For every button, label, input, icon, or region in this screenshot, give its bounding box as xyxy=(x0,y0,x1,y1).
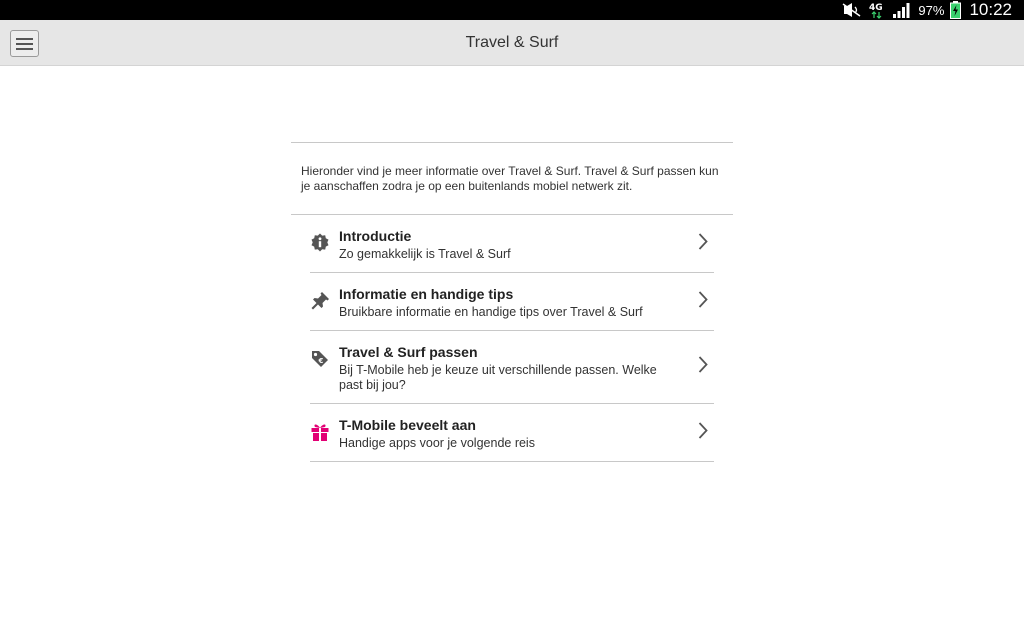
menu-item-title: Informatie en handige tips xyxy=(339,286,514,302)
status-bar xyxy=(0,0,1024,20)
main-content xyxy=(291,142,733,462)
app-bar xyxy=(0,20,1024,66)
svg-text:€: € xyxy=(318,357,324,365)
menu-item-title: T-Mobile beveelt aan xyxy=(339,417,476,433)
chevron-right-icon xyxy=(698,421,708,444)
intro-text: Hieronder vind je meer informatie over Travel & Surf. Travel & Surf passen kun je aanschaffen zodra je op een buitenlands mobiel netwerk zit. xyxy=(301,164,719,193)
menu-item-text xyxy=(339,228,714,262)
menu-item-subtitle: Bij T-Mobile heb je keuze uit verschillende passen. Welke past bij jou? xyxy=(339,363,657,392)
menu-item-subtitle: Bruikbare informatie en handige tips over Travel & Surf xyxy=(339,305,643,319)
info-badge-icon xyxy=(310,228,339,258)
menu-item-title: Introductie xyxy=(339,228,412,244)
page-title: Travel & Surf xyxy=(465,34,559,51)
chevron-right-icon xyxy=(698,290,708,313)
battery-charging-icon xyxy=(950,1,961,19)
network-type-label: 4G xyxy=(869,3,884,13)
menu-item-introductie[interactable] xyxy=(310,215,714,273)
menu-item-informatie-tips[interactable] xyxy=(310,273,714,331)
clock: 10:22 xyxy=(969,0,1012,19)
menu-item-subtitle: Zo gemakkelijk is Travel & Surf xyxy=(339,247,511,261)
tag-icon xyxy=(310,344,339,374)
battery-percentage: 97% xyxy=(918,2,945,18)
pushpin-icon xyxy=(310,286,339,316)
mute-icon xyxy=(842,3,862,17)
chevron-right-icon xyxy=(698,356,708,379)
network-4g-icon xyxy=(868,1,886,19)
menu-item-subtitle: Handige apps voor je volgende reis xyxy=(339,436,535,450)
menu-item-travel-surf-passen[interactable] xyxy=(310,331,714,404)
signal-strength-icon xyxy=(892,2,912,18)
menu-item-t-mobile-beveelt-aan[interactable] xyxy=(310,404,714,462)
gift-icon xyxy=(310,417,339,447)
menu-item-title: Travel & Surf passen xyxy=(339,344,478,360)
menu-item-text xyxy=(339,286,714,320)
status-icons xyxy=(842,0,1012,20)
chevron-right-icon xyxy=(698,232,708,255)
menu-item-text xyxy=(339,344,714,393)
menu-list xyxy=(310,215,714,462)
menu-item-text xyxy=(339,417,714,451)
